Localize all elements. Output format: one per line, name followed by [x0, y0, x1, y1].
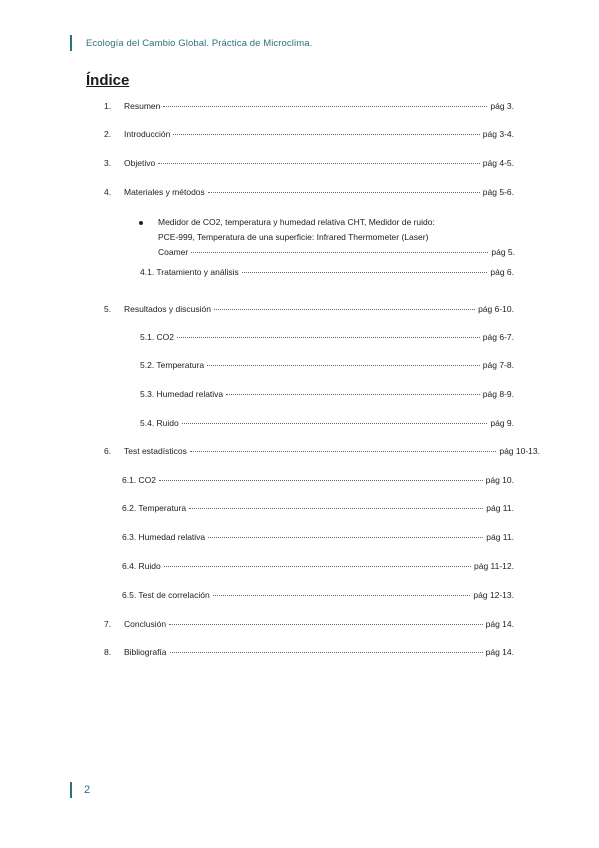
- running-header: [70, 35, 312, 51]
- toc-item-res-hum[interactable]: [140, 389, 514, 399]
- toc-page: pág 11.: [486, 532, 514, 542]
- toc-page: pág 12-13.: [473, 590, 514, 600]
- toc-page: pág 8-9.: [482, 389, 514, 399]
- toc-item-test-co2[interactable]: [122, 475, 514, 485]
- dot-leader: [177, 337, 480, 338]
- toc-page: pág 6-10.: [478, 304, 514, 314]
- footer-accent-bar: [70, 782, 72, 798]
- toc-item-res-ruido[interactable]: [140, 418, 514, 428]
- toc-label: 6.2. Temperatura: [122, 503, 187, 513]
- dot-leader: [163, 106, 487, 107]
- dot-leader: [159, 480, 483, 481]
- page-footer: [70, 782, 90, 798]
- page-number: 2: [84, 784, 91, 796]
- dot-leader: [242, 272, 488, 273]
- toc-item-objetivo[interactable]: 3. Objetivo pág 4-5.: [104, 158, 514, 168]
- toc-page: pág 5-6.: [482, 187, 514, 197]
- dot-leader: [189, 508, 483, 509]
- bullet-line-3: Coamer: [158, 247, 189, 257]
- toc-item-bibliografia[interactable]: 8. Bibliografía pág 14.: [104, 647, 514, 657]
- toc-page: pág 6.: [490, 267, 514, 277]
- toc-page: pág 3.: [490, 101, 514, 111]
- toc-page: pág 11.: [486, 503, 514, 513]
- dot-leader: [208, 537, 483, 538]
- toc-item-conclusion[interactable]: 7. Conclusión pág 14.: [104, 619, 514, 629]
- toc-label: 6.4. Ruido: [122, 561, 161, 571]
- toc-page: pág 14.: [485, 647, 514, 657]
- toc-page: pág 10.: [485, 475, 514, 485]
- toc-label: 6.5. Test de correlación: [122, 590, 210, 600]
- toc-label: 6.1. CO2: [122, 475, 157, 485]
- toc-item-res-co2[interactable]: [140, 332, 514, 342]
- dot-leader: [173, 134, 479, 135]
- toc-item-resultados[interactable]: 5. Resultados y discusión pág 6-10.: [104, 304, 514, 314]
- toc-item-test-corr[interactable]: [122, 590, 514, 600]
- dot-leader: [164, 566, 471, 567]
- bullet-line-1: Medidor de CO2, temperatura y humedad relativa CHT, Medidor de ruido:: [158, 217, 435, 227]
- dot-leader: [226, 394, 480, 395]
- header-text: Ecología del Cambio Global. Práctica de Microclima.: [86, 37, 313, 49]
- dot-leader: [191, 252, 488, 253]
- toc-label: 5.2. Temperatura: [140, 360, 205, 370]
- toc-page: pág 6-7.: [482, 332, 514, 342]
- toc-label: Objetivo: [124, 158, 156, 168]
- bullet-page: pág 5.: [491, 247, 515, 257]
- toc-page: pág 10-13.: [499, 446, 540, 456]
- dot-leader: [214, 309, 475, 310]
- toc-page: pág 7-8.: [482, 360, 514, 370]
- dot-leader: [190, 451, 497, 452]
- toc-label: 6.3. Humedad relativa: [122, 532, 206, 542]
- toc-label: Resumen: [124, 101, 161, 111]
- toc-item-equipment[interactable]: [143, 215, 515, 260]
- bullet-line-2: PCE-999, Temperatura de una superficie: Infrared Thermometer (Laser): [158, 232, 429, 242]
- toc-label: Introducción: [124, 129, 171, 139]
- toc-item-introduccion[interactable]: 2. Introducción pág 3-4.: [104, 129, 514, 139]
- dot-leader: [213, 595, 471, 596]
- toc-item-test[interactable]: 6. Test estadísticos pág 10-13.: [104, 446, 540, 456]
- toc-page: pág 9.: [490, 418, 514, 428]
- toc-label: 5.4. Ruido: [140, 418, 179, 428]
- toc-item-test-ruido[interactable]: [122, 561, 514, 571]
- toc-item-materiales[interactable]: 4. Materiales y métodos pág 5-6.: [104, 187, 514, 197]
- toc-label: Resultados y discusión: [124, 304, 211, 314]
- toc-item-res-temp[interactable]: [140, 360, 514, 370]
- toc-label: Materiales y métodos: [124, 187, 205, 197]
- header-accent-bar: [70, 35, 72, 51]
- toc-page: pág 11-12.: [473, 561, 514, 571]
- toc-label: 5.1. CO2: [140, 332, 175, 342]
- toc-label: 4.1. Tratamiento y análisis: [140, 267, 239, 277]
- toc-label: Conclusión: [124, 619, 167, 629]
- toc-page: pág 3-4.: [482, 129, 514, 139]
- toc-label: Test estadísticos: [124, 446, 187, 456]
- dot-leader: [182, 423, 488, 424]
- dot-leader: [169, 624, 483, 625]
- toc-item-resumen[interactable]: 1. Resumen pág 3.: [104, 101, 514, 111]
- dot-leader: [208, 192, 480, 193]
- toc-item-test-hum[interactable]: [122, 532, 514, 542]
- toc-label: Bibliografía: [124, 647, 167, 657]
- toc-label: 5.3. Humedad relativa: [140, 389, 224, 399]
- dot-leader: [158, 163, 480, 164]
- toc-item-tratamiento[interactable]: [140, 267, 514, 277]
- dot-leader: [170, 652, 483, 653]
- toc-page: pág 4-5.: [482, 158, 514, 168]
- page-title: Índice: [86, 72, 130, 89]
- toc-page: pág 14.: [485, 619, 514, 629]
- bullet-icon: [139, 221, 143, 225]
- dot-leader: [207, 365, 480, 366]
- toc-item-test-temp[interactable]: [122, 503, 514, 513]
